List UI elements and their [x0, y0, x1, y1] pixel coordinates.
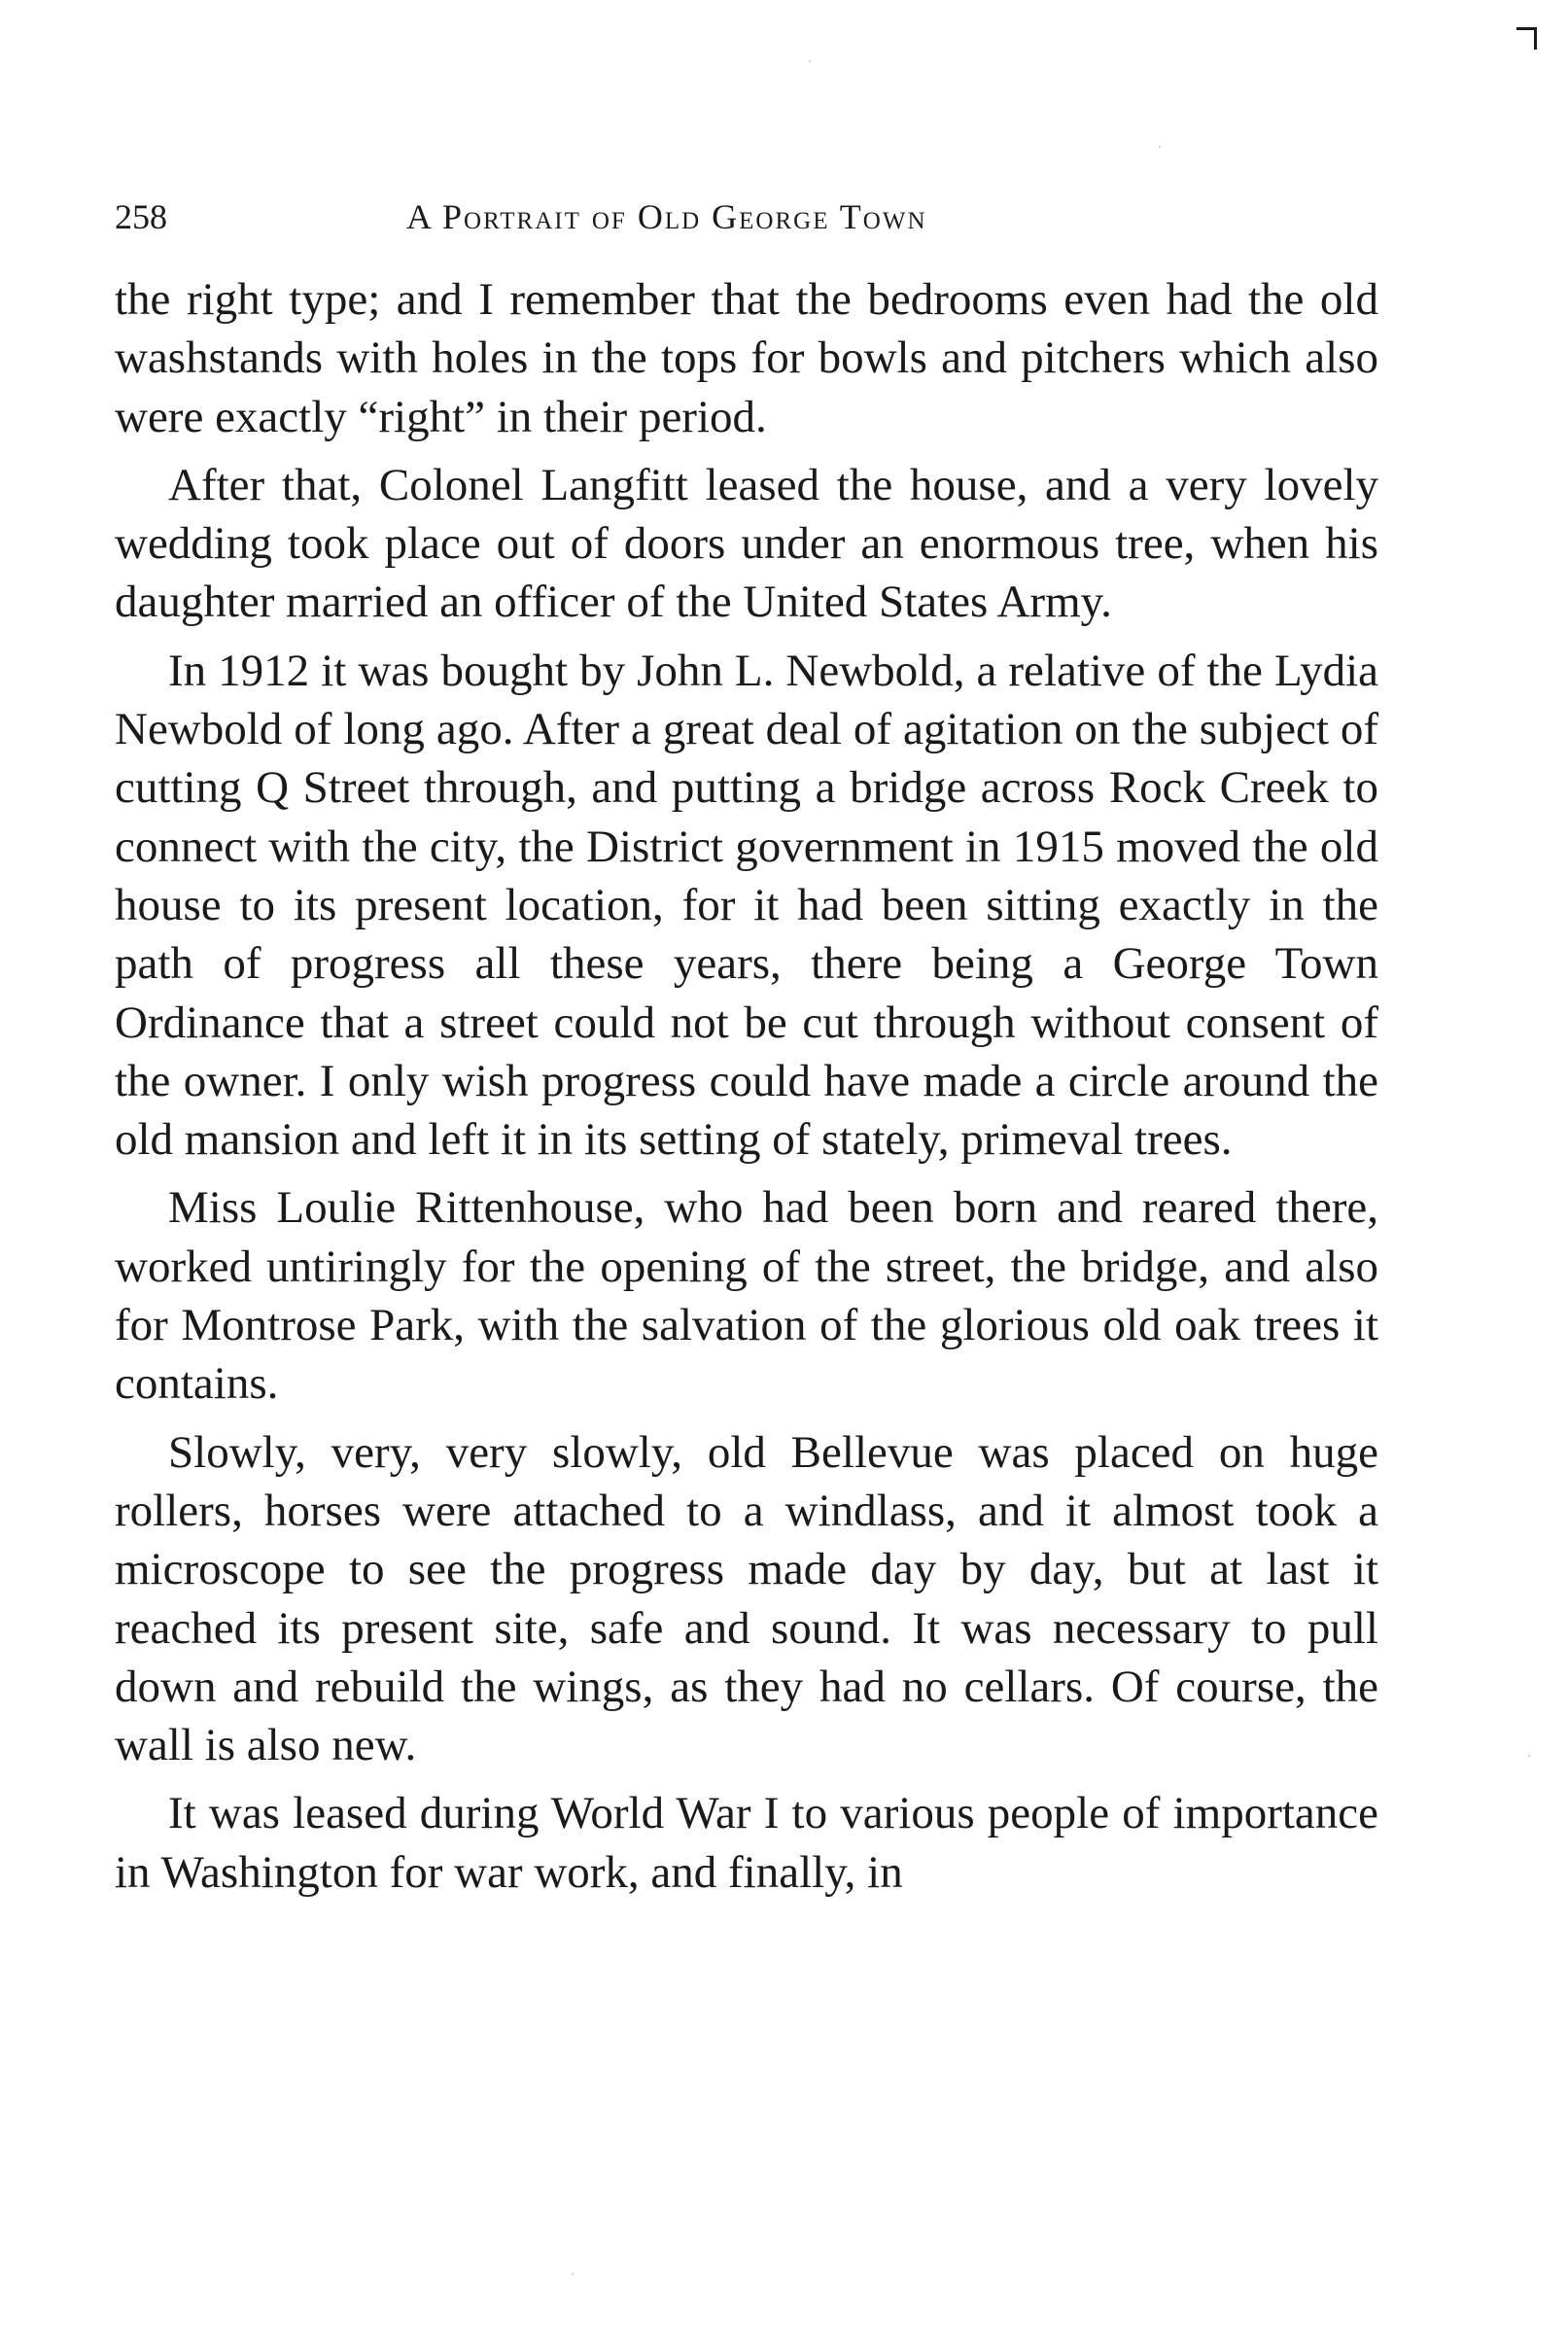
paper-speck: [809, 60, 811, 62]
body-text: [115, 270, 1378, 1911]
running-head: A Portrait of Old George Town: [406, 197, 927, 236]
paper-speck: [572, 2273, 574, 2275]
paragraph: the right type; and I remember that the bedrooms even had the old washstands with holes in the tops for bowls and pitchers which also were exactly “right” in their period.: [115, 274, 1378, 442]
paper-speck: [1159, 146, 1161, 148]
paragraph: After that, Colonel Langfitt leased the house, and a very lovely wedding took place out of doors under an enormous tree, when his daughter married an officer of the United States Army.: [115, 459, 1378, 628]
paragraph: Slowly, very, very slowly, old Bellevue was placed on huge rollers, horses were attached to a windlass, and it almost took a microscope to see the progress made day by day, but at last it reached its present site, safe and sound. It was necessary to pull down and rebuild the wings, as they had no cellars. Of course, the wall is also new.: [115, 1426, 1378, 1771]
page-corner-mark: [1516, 27, 1537, 50]
paragraph: Miss Loulie Rittenhouse, who had been born and reared there, worked untiringly for the opening of the street, the bridge, and also for Montrose Park, with the salvation of the glorious old oak trees it contains.: [115, 1182, 1378, 1410]
paragraph: It was leased during World War I to various people of importance in Washington for war work, and finally, in: [115, 1788, 1378, 1898]
paragraph: In 1912 it was bought by John L. Newbold, a relative of the Lydia Newbold of long ago. After a great deal of agitation on the subject of cutting Q Street through, and putting a bridge across Rock Creek to connect with the city, the District government in 1915 moved the old house to its present location, for it had been sitting exactly in the path of progress all these years, there being a George Town Ordinance that a street could not be cut through without consent of the owner. I only wish progress could have made a circle around the old mansion and left it in its setting of stately, primeval trees.: [115, 645, 1378, 1166]
paper-speck: [1528, 1755, 1530, 1757]
page-header: [115, 192, 1378, 241]
page-number: 258: [115, 197, 167, 236]
